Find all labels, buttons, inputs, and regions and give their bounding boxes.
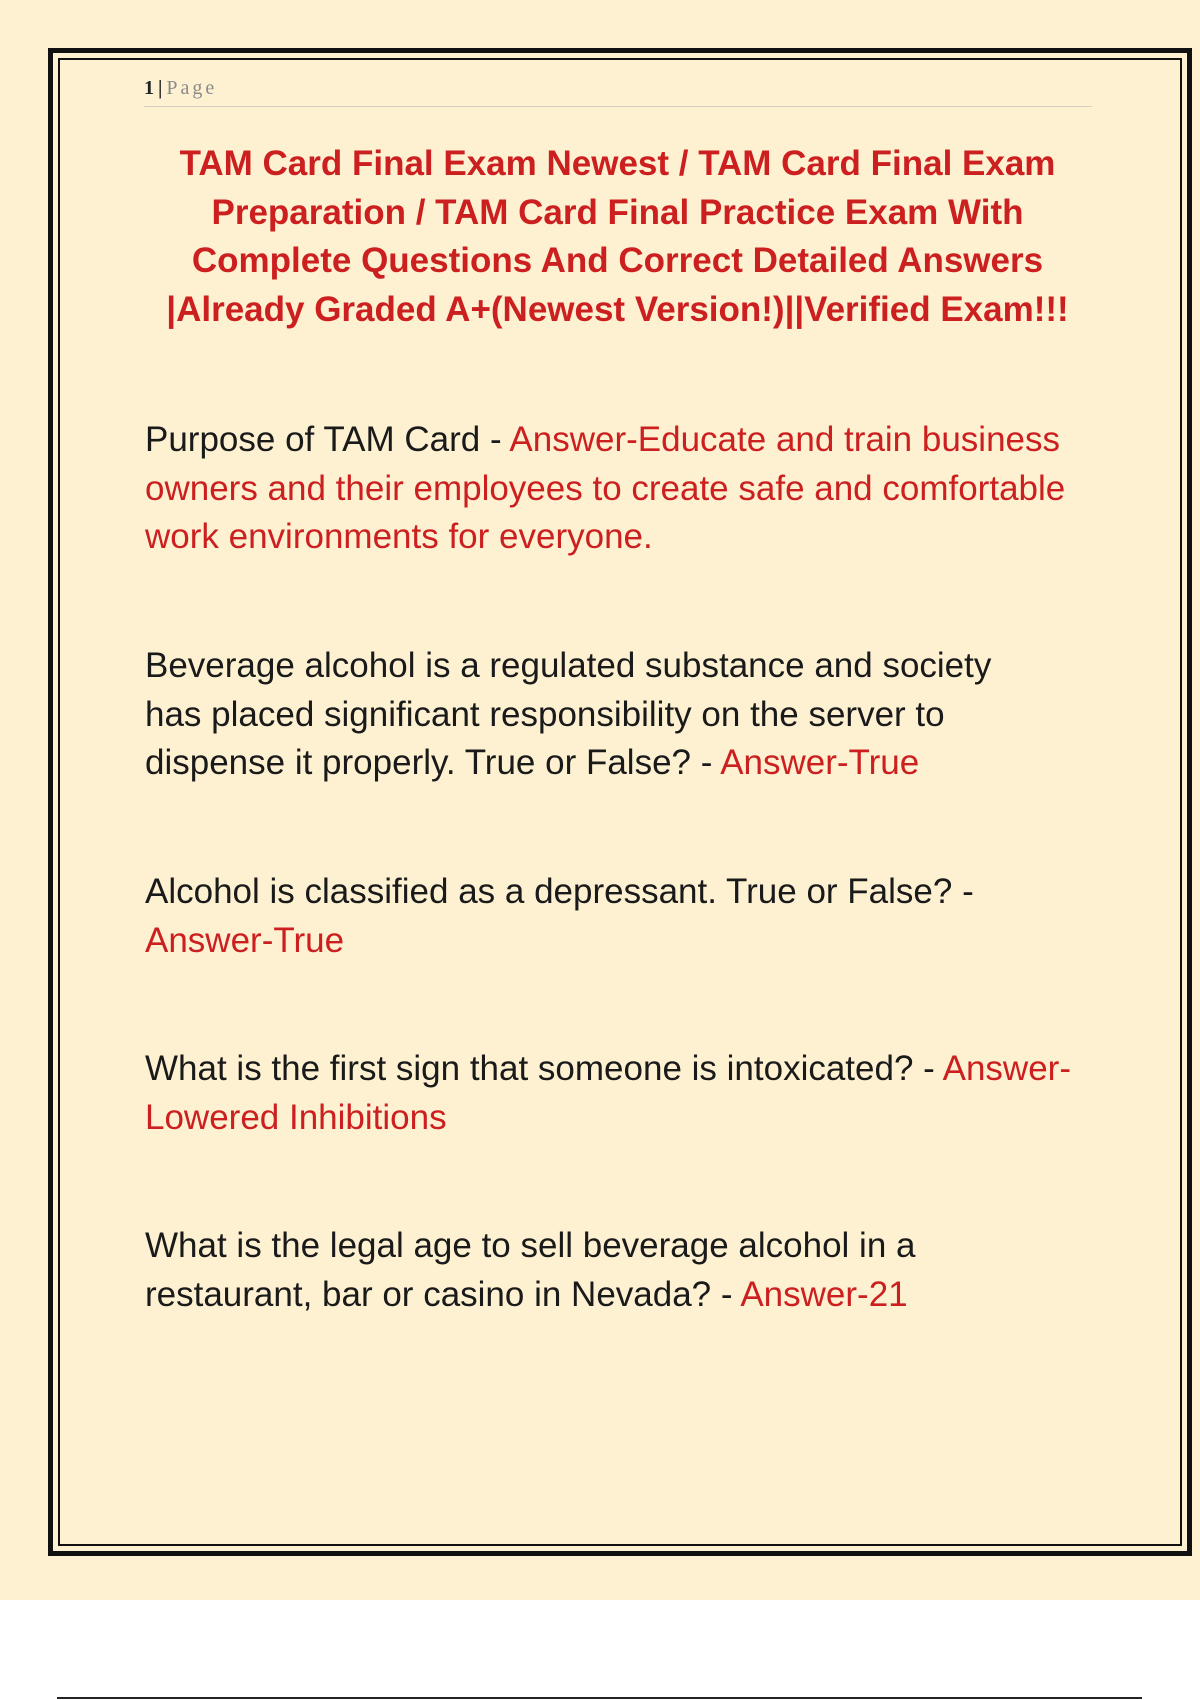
qa-item	[145, 1045, 1095, 1142]
qa-item	[145, 416, 1075, 562]
question-text: What is the legal age to sell beverage alcohol in a restaurant, bar or casino in Nevada? -	[145, 1226, 916, 1314]
qa-item	[145, 1222, 1045, 1319]
answer-text: Answer-Educate and train business owners and their employees to create safe and comfortable work environments for everyone.	[145, 420, 1066, 556]
qa-item	[145, 868, 1095, 965]
question-text: Beverage alcohol is a regulated substance and society has placed significant responsibility on the server to dispense it properly. True or False? -	[145, 646, 992, 782]
answer-text: Answer-True	[720, 743, 920, 782]
answer-text: Answer-Lowered Inhibitions	[145, 1049, 1071, 1137]
qa-item	[145, 642, 1045, 788]
question-text: Purpose of TAM Card -	[145, 420, 510, 459]
page-separator: |	[158, 77, 163, 99]
page-number: 1	[144, 77, 154, 99]
answer-text: Answer-21	[740, 1274, 908, 1314]
answer-text: Answer-True	[145, 920, 345, 960]
page-label: Page	[166, 77, 218, 99]
page-header	[144, 76, 1092, 107]
document-title: TAM Card Final Exam Newest / TAM Card Final Exam Preparation / TAM Card Final Practice Exam With Complete Questions And Correct Detailed Answers |Already Graded A+(Newest Version!)||Verified Exam!!!	[166, 144, 1069, 329]
question-text: Alcohol is classified as a depressant. True or False? -	[145, 872, 974, 911]
question-text: What is the first sign that someone is intoxicated? -	[145, 1049, 943, 1088]
footer-divider	[57, 1697, 1142, 1699]
